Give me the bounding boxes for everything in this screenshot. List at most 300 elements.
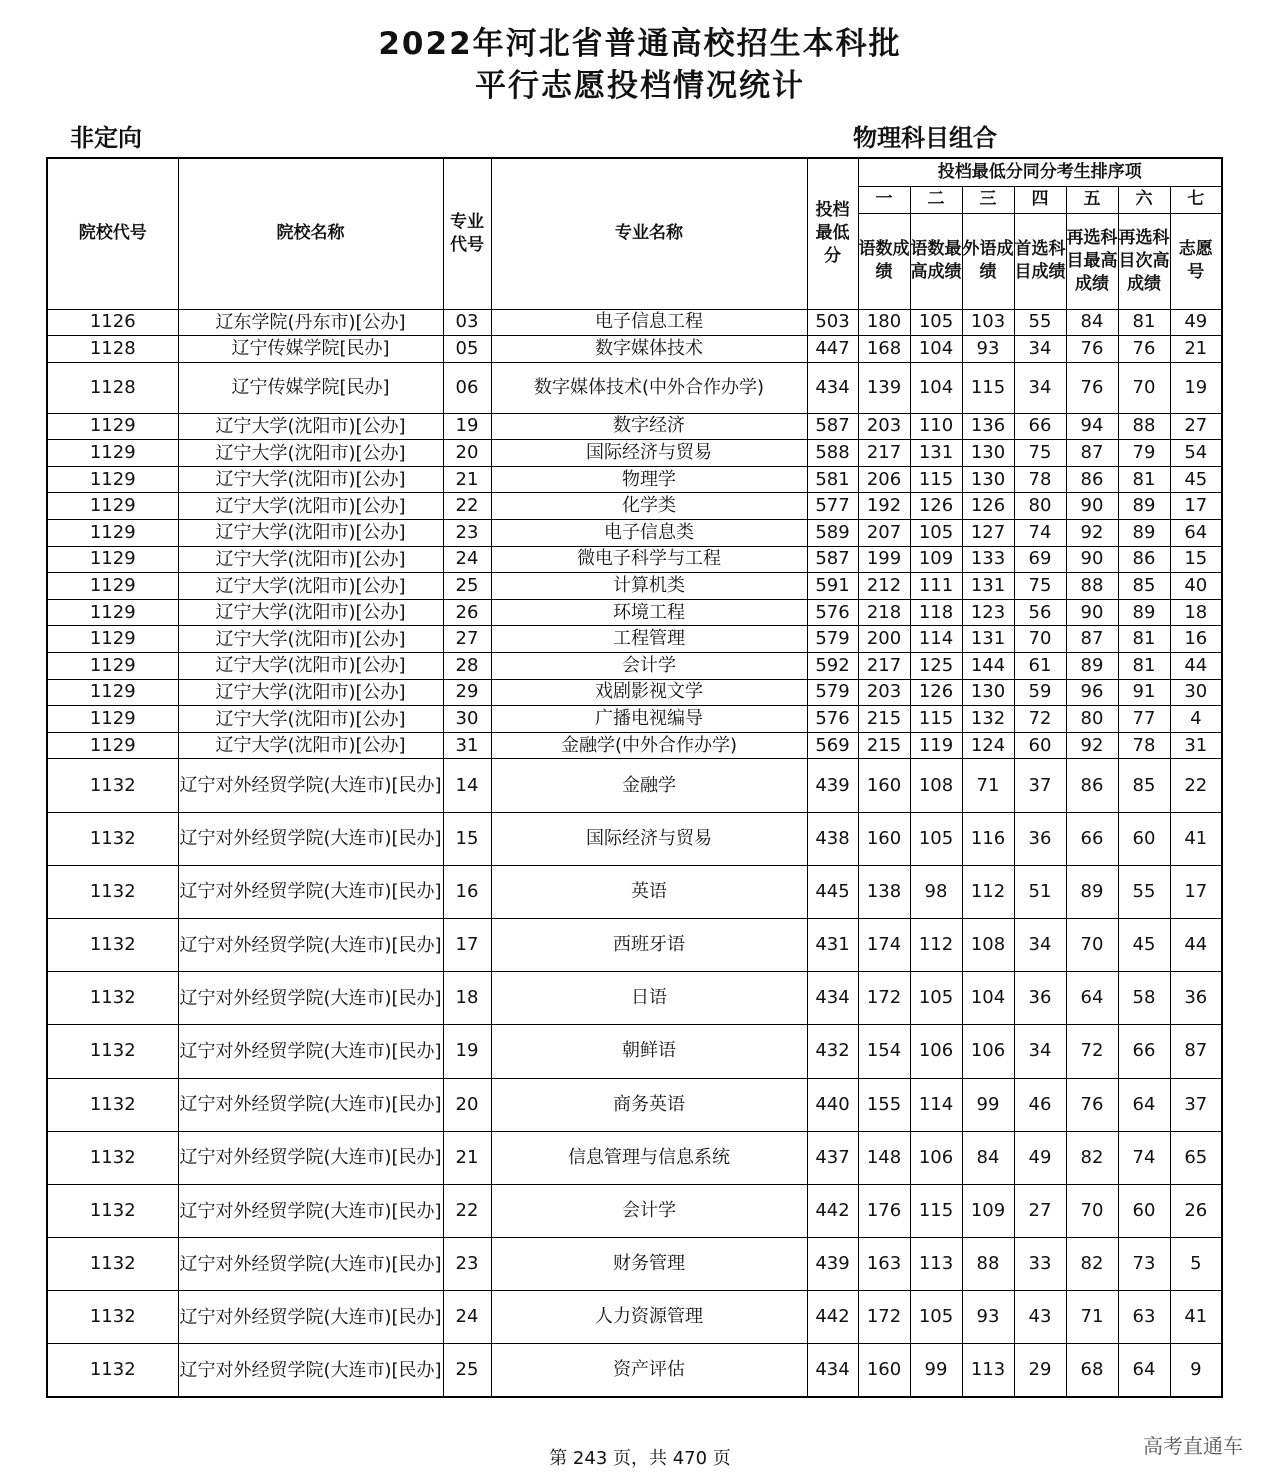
major-code-cell: 21 <box>443 1131 491 1184</box>
school-name-cell: 辽宁大学(沈阳市)[公办] <box>178 440 443 467</box>
min-score-cell: 447 <box>807 336 858 363</box>
second-subject-max-cell: 70 <box>1066 918 1118 971</box>
min-score-cell: 432 <box>807 1025 858 1078</box>
min-score-cell: 592 <box>807 653 858 680</box>
first-subject-score-cell: 51 <box>1014 865 1066 918</box>
chinese-math-max-cell: 105 <box>910 520 962 547</box>
second-subject-second-cell: 89 <box>1118 520 1170 547</box>
second-subject-max-cell: 72 <box>1066 1025 1118 1078</box>
school-code-cell: 1132 <box>47 1291 178 1344</box>
major-name-cell: 日语 <box>491 972 807 1025</box>
preference-number-cell: 45 <box>1170 466 1222 493</box>
chinese-math-score-cell: 206 <box>858 466 910 493</box>
min-score-cell: 439 <box>807 1238 858 1291</box>
second-subject-max-cell: 88 <box>1066 573 1118 600</box>
school-name-cell: 辽宁对外经贸学院(大连市)[民办] <box>178 918 443 971</box>
first-subject-score-cell: 36 <box>1014 812 1066 865</box>
chinese-math-max-cell: 131 <box>910 440 962 467</box>
foreign-language-score-cell: 88 <box>962 1238 1014 1291</box>
table-row <box>47 1184 1222 1237</box>
page-subtitle: 平行志愿投档情况统计 <box>475 68 805 104</box>
major-code-cell: 17 <box>443 918 491 971</box>
second-subject-second-cell: 58 <box>1118 972 1170 1025</box>
preference-number-cell: 9 <box>1170 1344 1222 1397</box>
table-row <box>47 336 1222 363</box>
second-subject-second-cell: 63 <box>1118 1291 1170 1344</box>
school-name-cell: 辽宁对外经贸学院(大连市)[民办] <box>178 812 443 865</box>
major-code-cell: 31 <box>443 732 491 759</box>
second-subject-max-cell: 82 <box>1066 1131 1118 1184</box>
min-score-cell: 442 <box>807 1184 858 1237</box>
chinese-math-score-cell: 174 <box>858 918 910 971</box>
table-row <box>47 493 1222 520</box>
preference-number-cell: 54 <box>1170 440 1222 467</box>
school-name-cell: 辽宁大学(沈阳市)[公办] <box>178 706 443 733</box>
major-name-cell: 会计学 <box>491 653 807 680</box>
school-name-cell: 辽宁大学(沈阳市)[公办] <box>178 653 443 680</box>
category-label: 非定向 <box>70 124 142 152</box>
foreign-language-score-cell: 104 <box>962 972 1014 1025</box>
school-name-cell: 辽宁对外经贸学院(大连市)[民办] <box>178 972 443 1025</box>
chinese-math-max-cell: 105 <box>910 309 962 336</box>
first-subject-score-cell: 75 <box>1014 440 1066 467</box>
second-subject-max-cell: 94 <box>1066 413 1118 440</box>
table-row <box>47 759 1222 812</box>
chinese-math-max-cell: 98 <box>910 865 962 918</box>
second-subject-max-cell: 87 <box>1066 626 1118 653</box>
first-subject-score-cell: 27 <box>1014 1184 1066 1237</box>
major-name-cell: 物理学 <box>491 466 807 493</box>
major-code-cell: 23 <box>443 520 491 547</box>
second-subject-second-cell: 76 <box>1118 336 1170 363</box>
min-score-cell: 434 <box>807 972 858 1025</box>
foreign-language-score-cell: 99 <box>962 1078 1014 1131</box>
school-code-cell: 1132 <box>47 1238 178 1291</box>
header-rank-label: 再选科目次高成绩 <box>1118 213 1170 309</box>
second-subject-max-cell: 76 <box>1066 336 1118 363</box>
school-name-cell: 辽宁大学(沈阳市)[公办] <box>178 626 443 653</box>
major-name-cell: 会计学 <box>491 1184 807 1237</box>
preference-number-cell: 19 <box>1170 362 1222 413</box>
table-row <box>47 812 1222 865</box>
first-subject-score-cell: 69 <box>1014 546 1066 573</box>
chinese-math-score-cell: 217 <box>858 440 910 467</box>
min-score-cell: 434 <box>807 1344 858 1397</box>
major-name-cell: 国际经济与贸易 <box>491 812 807 865</box>
major-name-cell: 电子信息工程 <box>491 309 807 336</box>
chinese-math-max-cell: 105 <box>910 1291 962 1344</box>
watermark: 高考直通车 <box>1143 1434 1243 1458</box>
school-name-cell: 辽宁传媒学院[民办] <box>178 336 443 363</box>
table-row <box>47 1238 1222 1291</box>
major-code-cell: 23 <box>443 1238 491 1291</box>
major-code-cell: 30 <box>443 706 491 733</box>
chinese-math-max-cell: 118 <box>910 599 962 626</box>
preference-number-cell: 5 <box>1170 1238 1222 1291</box>
preference-number-cell: 41 <box>1170 1291 1222 1344</box>
major-code-cell: 27 <box>443 626 491 653</box>
header-rank-number: 五 <box>1066 186 1118 213</box>
first-subject-score-cell: 43 <box>1014 1291 1066 1344</box>
school-code-cell: 1129 <box>47 599 178 626</box>
first-subject-score-cell: 29 <box>1014 1344 1066 1397</box>
major-name-cell: 微电子科学与工程 <box>491 546 807 573</box>
foreign-language-score-cell: 112 <box>962 865 1014 918</box>
major-code-cell: 25 <box>443 573 491 600</box>
major-name-cell: 英语 <box>491 865 807 918</box>
major-name-cell: 广播电视编导 <box>491 706 807 733</box>
second-subject-second-cell: 60 <box>1118 812 1170 865</box>
school-code-cell: 1132 <box>47 1184 178 1237</box>
chinese-math-max-cell: 126 <box>910 679 962 706</box>
table-row <box>47 1131 1222 1184</box>
second-subject-second-cell: 81 <box>1118 309 1170 336</box>
school-name-cell: 辽宁大学(沈阳市)[公办] <box>178 732 443 759</box>
header-rank-number: 七 <box>1170 186 1222 213</box>
header-rank-number: 六 <box>1118 186 1170 213</box>
chinese-math-max-cell: 125 <box>910 653 962 680</box>
second-subject-max-cell: 64 <box>1066 972 1118 1025</box>
second-subject-max-cell: 92 <box>1066 732 1118 759</box>
table-row <box>47 520 1222 547</box>
second-subject-second-cell: 89 <box>1118 493 1170 520</box>
header-rank-number: 三 <box>962 186 1014 213</box>
second-subject-second-cell: 70 <box>1118 362 1170 413</box>
chinese-math-score-cell: 203 <box>858 413 910 440</box>
chinese-math-max-cell: 105 <box>910 812 962 865</box>
foreign-language-score-cell: 131 <box>962 573 1014 600</box>
table-row <box>47 546 1222 573</box>
table-row <box>47 573 1222 600</box>
school-code-cell: 1132 <box>47 1025 178 1078</box>
chinese-math-score-cell: 163 <box>858 1238 910 1291</box>
table-row <box>47 626 1222 653</box>
major-code-cell: 03 <box>443 309 491 336</box>
school-name-cell: 辽宁对外经贸学院(大连市)[民办] <box>178 759 443 812</box>
header-major-code: 专业代号 <box>443 158 491 309</box>
min-score-cell: 579 <box>807 626 858 653</box>
min-score-cell: 439 <box>807 759 858 812</box>
chinese-math-max-cell: 106 <box>910 1025 962 1078</box>
min-score-cell: 587 <box>807 546 858 573</box>
chinese-math-score-cell: 160 <box>858 812 910 865</box>
school-name-cell: 辽宁对外经贸学院(大连市)[民办] <box>178 1078 443 1131</box>
major-name-cell: 金融学(中外合作办学) <box>491 732 807 759</box>
second-subject-max-cell: 80 <box>1066 706 1118 733</box>
major-name-cell: 国际经济与贸易 <box>491 440 807 467</box>
second-subject-max-cell: 82 <box>1066 1238 1118 1291</box>
chinese-math-max-cell: 104 <box>910 336 962 363</box>
page-title: 2022年河北省普通高校招生本科批 <box>378 26 902 62</box>
preference-number-cell: 27 <box>1170 413 1222 440</box>
chinese-math-score-cell: 160 <box>858 1344 910 1397</box>
major-name-cell: 戏剧影视文学 <box>491 679 807 706</box>
major-name-cell: 环境工程 <box>491 599 807 626</box>
major-name-cell: 数字媒体技术 <box>491 336 807 363</box>
first-subject-score-cell: 37 <box>1014 759 1066 812</box>
major-name-cell: 西班牙语 <box>491 918 807 971</box>
school-code-cell: 1129 <box>47 413 178 440</box>
preference-number-cell: 18 <box>1170 599 1222 626</box>
preference-number-cell: 40 <box>1170 573 1222 600</box>
preference-number-cell: 21 <box>1170 336 1222 363</box>
chinese-math-score-cell: 160 <box>858 759 910 812</box>
second-subject-max-cell: 86 <box>1066 466 1118 493</box>
foreign-language-score-cell: 109 <box>962 1184 1014 1237</box>
chinese-math-score-cell: 218 <box>858 599 910 626</box>
min-score-cell: 591 <box>807 573 858 600</box>
chinese-math-max-cell: 110 <box>910 413 962 440</box>
major-code-cell: 19 <box>443 1025 491 1078</box>
table-row <box>47 309 1222 336</box>
second-subject-second-cell: 55 <box>1118 865 1170 918</box>
table-row <box>47 413 1222 440</box>
school-code-cell: 1132 <box>47 918 178 971</box>
chinese-math-max-cell: 104 <box>910 362 962 413</box>
chinese-math-score-cell: 200 <box>858 626 910 653</box>
first-subject-score-cell: 36 <box>1014 972 1066 1025</box>
table-row <box>47 599 1222 626</box>
chinese-math-score-cell: 212 <box>858 573 910 600</box>
second-subject-second-cell: 81 <box>1118 466 1170 493</box>
foreign-language-score-cell: 132 <box>962 706 1014 733</box>
major-code-cell: 26 <box>443 599 491 626</box>
preference-number-cell: 65 <box>1170 1131 1222 1184</box>
table-row <box>47 1344 1222 1397</box>
chinese-math-max-cell: 115 <box>910 466 962 493</box>
first-subject-score-cell: 55 <box>1014 309 1066 336</box>
major-name-cell: 数字媒体技术(中外合作办学) <box>491 362 807 413</box>
min-score-cell: 437 <box>807 1131 858 1184</box>
table-row <box>47 362 1222 413</box>
second-subject-max-cell: 92 <box>1066 520 1118 547</box>
foreign-language-score-cell: 84 <box>962 1131 1014 1184</box>
foreign-language-score-cell: 106 <box>962 1025 1014 1078</box>
school-code-cell: 1129 <box>47 493 178 520</box>
chinese-math-score-cell: 155 <box>858 1078 910 1131</box>
foreign-language-score-cell: 108 <box>962 918 1014 971</box>
chinese-math-score-cell: 192 <box>858 493 910 520</box>
subject-combination-label: 物理科目组合 <box>853 124 997 152</box>
first-subject-score-cell: 34 <box>1014 336 1066 363</box>
chinese-math-score-cell: 168 <box>858 336 910 363</box>
major-code-cell: 22 <box>443 1184 491 1237</box>
school-name-cell: 辽东学院(丹东市)[公办] <box>178 309 443 336</box>
school-code-cell: 1129 <box>47 520 178 547</box>
school-name-cell: 辽宁对外经贸学院(大连市)[民办] <box>178 1238 443 1291</box>
preference-number-cell: 41 <box>1170 812 1222 865</box>
chinese-math-score-cell: 199 <box>858 546 910 573</box>
header-rank-label: 外语成绩 <box>962 213 1014 309</box>
chinese-math-score-cell: 180 <box>858 309 910 336</box>
major-name-cell: 电子信息类 <box>491 520 807 547</box>
min-score-cell: 581 <box>807 466 858 493</box>
second-subject-max-cell: 71 <box>1066 1291 1118 1344</box>
school-code-cell: 1129 <box>47 573 178 600</box>
header-school-name: 院校名称 <box>178 158 443 309</box>
second-subject-max-cell: 76 <box>1066 1078 1118 1131</box>
school-name-cell: 辽宁对外经贸学院(大连市)[民办] <box>178 1344 443 1397</box>
table-row <box>47 466 1222 493</box>
chinese-math-max-cell: 111 <box>910 573 962 600</box>
major-code-cell: 21 <box>443 466 491 493</box>
first-subject-score-cell: 46 <box>1014 1078 1066 1131</box>
school-code-cell: 1132 <box>47 865 178 918</box>
min-score-cell: 579 <box>807 679 858 706</box>
major-code-cell: 14 <box>443 759 491 812</box>
first-subject-score-cell: 74 <box>1014 520 1066 547</box>
major-code-cell: 28 <box>443 653 491 680</box>
major-code-cell: 16 <box>443 865 491 918</box>
school-code-cell: 1132 <box>47 1131 178 1184</box>
major-code-cell: 20 <box>443 1078 491 1131</box>
min-score-cell: 576 <box>807 599 858 626</box>
school-code-cell: 1132 <box>47 759 178 812</box>
chinese-math-max-cell: 99 <box>910 1344 962 1397</box>
school-code-cell: 1132 <box>47 812 178 865</box>
first-subject-score-cell: 70 <box>1014 626 1066 653</box>
chinese-math-score-cell: 148 <box>858 1131 910 1184</box>
min-score-cell: 588 <box>807 440 858 467</box>
second-subject-max-cell: 68 <box>1066 1344 1118 1397</box>
school-name-cell: 辽宁对外经贸学院(大连市)[民办] <box>178 1184 443 1237</box>
chinese-math-score-cell: 215 <box>858 706 910 733</box>
header-rank-label: 志愿号 <box>1170 213 1222 309</box>
second-subject-second-cell: 64 <box>1118 1078 1170 1131</box>
preference-number-cell: 15 <box>1170 546 1222 573</box>
second-subject-max-cell: 66 <box>1066 812 1118 865</box>
school-name-cell: 辽宁大学(沈阳市)[公办] <box>178 599 443 626</box>
second-subject-max-cell: 90 <box>1066 493 1118 520</box>
school-code-cell: 1128 <box>47 362 178 413</box>
min-score-cell: 503 <box>807 309 858 336</box>
chinese-math-max-cell: 126 <box>910 493 962 520</box>
preference-number-cell: 30 <box>1170 679 1222 706</box>
header-school-code: 院校代号 <box>47 158 178 309</box>
second-subject-max-cell: 70 <box>1066 1184 1118 1237</box>
second-subject-second-cell: 73 <box>1118 1238 1170 1291</box>
table-row <box>47 918 1222 971</box>
preference-number-cell: 16 <box>1170 626 1222 653</box>
chinese-math-max-cell: 115 <box>910 706 962 733</box>
school-code-cell: 1132 <box>47 1344 178 1397</box>
preference-number-cell: 49 <box>1170 309 1222 336</box>
header-major-name: 专业名称 <box>491 158 807 309</box>
major-code-cell: 24 <box>443 546 491 573</box>
major-name-cell: 财务管理 <box>491 1238 807 1291</box>
major-name-cell: 商务英语 <box>491 1078 807 1131</box>
min-score-cell: 577 <box>807 493 858 520</box>
foreign-language-score-cell: 127 <box>962 520 1014 547</box>
table-row <box>47 706 1222 733</box>
chinese-math-score-cell: 138 <box>858 865 910 918</box>
school-name-cell: 辽宁大学(沈阳市)[公办] <box>178 466 443 493</box>
second-subject-max-cell: 87 <box>1066 440 1118 467</box>
chinese-math-max-cell: 115 <box>910 1184 962 1237</box>
major-code-cell: 24 <box>443 1291 491 1344</box>
min-score-cell: 587 <box>807 413 858 440</box>
chinese-math-score-cell: 203 <box>858 679 910 706</box>
chinese-math-max-cell: 114 <box>910 626 962 653</box>
header-rank-label: 语数最高成绩 <box>910 213 962 309</box>
school-code-cell: 1129 <box>47 466 178 493</box>
second-subject-max-cell: 90 <box>1066 599 1118 626</box>
foreign-language-score-cell: 115 <box>962 362 1014 413</box>
foreign-language-score-cell: 113 <box>962 1344 1014 1397</box>
second-subject-second-cell: 74 <box>1118 1131 1170 1184</box>
first-subject-score-cell: 49 <box>1014 1131 1066 1184</box>
chinese-math-max-cell: 109 <box>910 546 962 573</box>
second-subject-second-cell: 91 <box>1118 679 1170 706</box>
second-subject-second-cell: 60 <box>1118 1184 1170 1237</box>
second-subject-max-cell: 89 <box>1066 653 1118 680</box>
chinese-math-max-cell: 114 <box>910 1078 962 1131</box>
foreign-language-score-cell: 136 <box>962 413 1014 440</box>
school-name-cell: 辽宁对外经贸学院(大连市)[民办] <box>178 1025 443 1078</box>
second-subject-second-cell: 86 <box>1118 546 1170 573</box>
foreign-language-score-cell: 93 <box>962 336 1014 363</box>
table-row <box>47 1025 1222 1078</box>
header-min-score: 投档最低分 <box>807 158 858 309</box>
preference-number-cell: 17 <box>1170 493 1222 520</box>
second-subject-max-cell: 84 <box>1066 309 1118 336</box>
school-code-cell: 1129 <box>47 546 178 573</box>
preference-number-cell: 36 <box>1170 972 1222 1025</box>
foreign-language-score-cell: 103 <box>962 309 1014 336</box>
foreign-language-score-cell: 133 <box>962 546 1014 573</box>
table-row <box>47 732 1222 759</box>
preference-number-cell: 31 <box>1170 732 1222 759</box>
school-code-cell: 1128 <box>47 336 178 363</box>
page-footer: 第 243 页，共 470 页 <box>549 1448 731 1469</box>
school-code-cell: 1126 <box>47 309 178 336</box>
min-score-cell: 431 <box>807 918 858 971</box>
first-subject-score-cell: 61 <box>1014 653 1066 680</box>
foreign-language-score-cell: 126 <box>962 493 1014 520</box>
major-code-cell: 15 <box>443 812 491 865</box>
second-subject-second-cell: 66 <box>1118 1025 1170 1078</box>
second-subject-max-cell: 96 <box>1066 679 1118 706</box>
major-code-cell: 05 <box>443 336 491 363</box>
header-rank-number: 二 <box>910 186 962 213</box>
school-name-cell: 辽宁大学(沈阳市)[公办] <box>178 546 443 573</box>
major-name-cell: 工程管理 <box>491 626 807 653</box>
second-subject-max-cell: 86 <box>1066 759 1118 812</box>
second-subject-second-cell: 78 <box>1118 732 1170 759</box>
second-subject-second-cell: 81 <box>1118 653 1170 680</box>
school-code-cell: 1132 <box>47 1078 178 1131</box>
preference-number-cell: 37 <box>1170 1078 1222 1131</box>
table-row <box>47 972 1222 1025</box>
table-row <box>47 679 1222 706</box>
chinese-math-max-cell: 105 <box>910 972 962 1025</box>
school-name-cell: 辽宁大学(沈阳市)[公办] <box>178 493 443 520</box>
table-row <box>47 865 1222 918</box>
school-name-cell: 辽宁大学(沈阳市)[公办] <box>178 520 443 547</box>
major-code-cell: 25 <box>443 1344 491 1397</box>
preference-number-cell: 4 <box>1170 706 1222 733</box>
header-rank-number: 四 <box>1014 186 1066 213</box>
school-code-cell: 1132 <box>47 972 178 1025</box>
school-name-cell: 辽宁大学(沈阳市)[公办] <box>178 679 443 706</box>
chinese-math-score-cell: 154 <box>858 1025 910 1078</box>
school-name-cell: 辽宁对外经贸学院(大连市)[民办] <box>178 1291 443 1344</box>
major-name-cell: 金融学 <box>491 759 807 812</box>
preference-number-cell: 64 <box>1170 520 1222 547</box>
foreign-language-score-cell: 144 <box>962 653 1014 680</box>
school-code-cell: 1129 <box>47 440 178 467</box>
major-code-cell: 20 <box>443 440 491 467</box>
